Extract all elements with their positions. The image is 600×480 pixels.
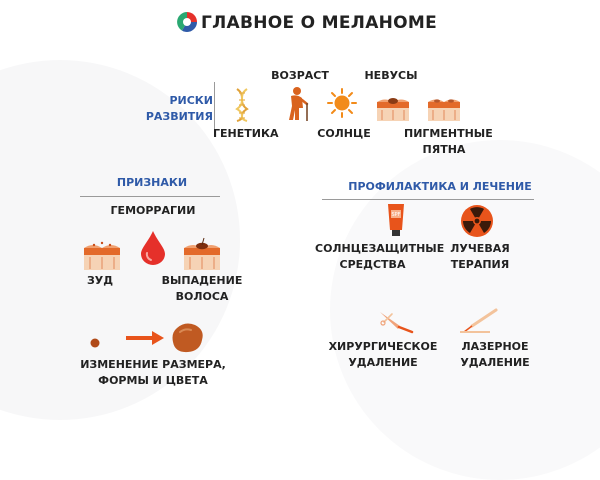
label-sunscreen-line2: СРЕДСТВА xyxy=(339,258,406,271)
label-pigment xyxy=(404,126,493,158)
label-change xyxy=(78,357,228,389)
label-radiation-line1: ЛУЧЕВАЯ xyxy=(450,242,510,255)
logo-icon xyxy=(176,11,198,33)
label-change-line1: ИЗМЕНЕНИЕ РАЗМЕРА, xyxy=(80,358,226,371)
label-pigment-line2: ПЯТНА xyxy=(422,143,466,156)
label-sunscreen-line1: СОЛНЦЕЗАЩИТНЫЕ xyxy=(315,242,445,255)
label-hair xyxy=(160,273,244,305)
skin-itch-icon xyxy=(83,237,121,271)
label-pigment-line1: ПИГМЕНТНЫЕ xyxy=(404,127,493,140)
sunscreen-tube-icon xyxy=(385,202,407,238)
label-radiation-line2: ТЕРАПИЯ xyxy=(450,258,510,271)
sun-icon xyxy=(327,88,357,118)
radiation-icon xyxy=(460,204,494,238)
laser-icon xyxy=(458,306,498,334)
skin-pigment-icon xyxy=(427,92,461,122)
label-sunscreen xyxy=(315,241,445,273)
scalpel-icon xyxy=(378,308,414,334)
svg-text:SPF: SPF xyxy=(391,212,401,218)
risks-heading-line2: РАЗВИТИЯ xyxy=(145,110,213,123)
prevention-heading: ПРОФИЛАКТИКА И ЛЕЧЕНИЕ xyxy=(348,180,532,193)
label-sun: СОЛНЦЕ xyxy=(317,127,371,140)
small-mole-icon xyxy=(90,333,100,343)
page-title: ГЛАВНОЕ О МЕЛАНОМЕ xyxy=(201,13,438,33)
label-itch: ЗУД xyxy=(86,274,114,287)
label-surgery-line2: УДАЛЕНИЕ xyxy=(348,356,418,369)
elderly-person-icon xyxy=(286,86,312,122)
arrow-right-icon xyxy=(126,330,164,344)
skin-nevus-icon xyxy=(376,92,410,122)
risks-heading xyxy=(143,93,213,125)
skin-hair-icon xyxy=(183,237,221,271)
label-surgery-line1: ХИРУРГИЧЕСКОЕ xyxy=(328,340,438,353)
label-genetics: ГЕНЕТИКА xyxy=(213,127,279,140)
label-radiation xyxy=(450,241,510,273)
prevention-divider xyxy=(322,199,534,200)
risks-heading-line1: РИСКИ xyxy=(169,94,213,107)
signs-heading: ПРИЗНАКИ xyxy=(116,176,188,189)
blood-drop-icon xyxy=(140,230,166,266)
large-mole-icon xyxy=(171,322,205,354)
label-laser-line1: ЛАЗЕРНОЕ xyxy=(461,340,529,353)
label-age: ВОЗРАСТ xyxy=(271,69,329,82)
label-laser-line2: УДАЛЕНИЕ xyxy=(460,356,530,369)
label-nevi: НЕВУСЫ xyxy=(364,69,418,82)
signs-divider xyxy=(80,196,220,197)
dna-icon xyxy=(234,88,250,122)
label-hemorrhage: ГЕМОРРАГИИ xyxy=(110,204,196,217)
label-change-line2: ФОРМЫ И ЦВЕТА xyxy=(98,374,208,387)
label-laser xyxy=(455,339,535,371)
label-hair-line2: ВОЛОСА xyxy=(175,290,229,303)
label-hair-line1: ВЫПАДЕНИЕ xyxy=(161,274,243,287)
label-surgery xyxy=(328,339,438,371)
